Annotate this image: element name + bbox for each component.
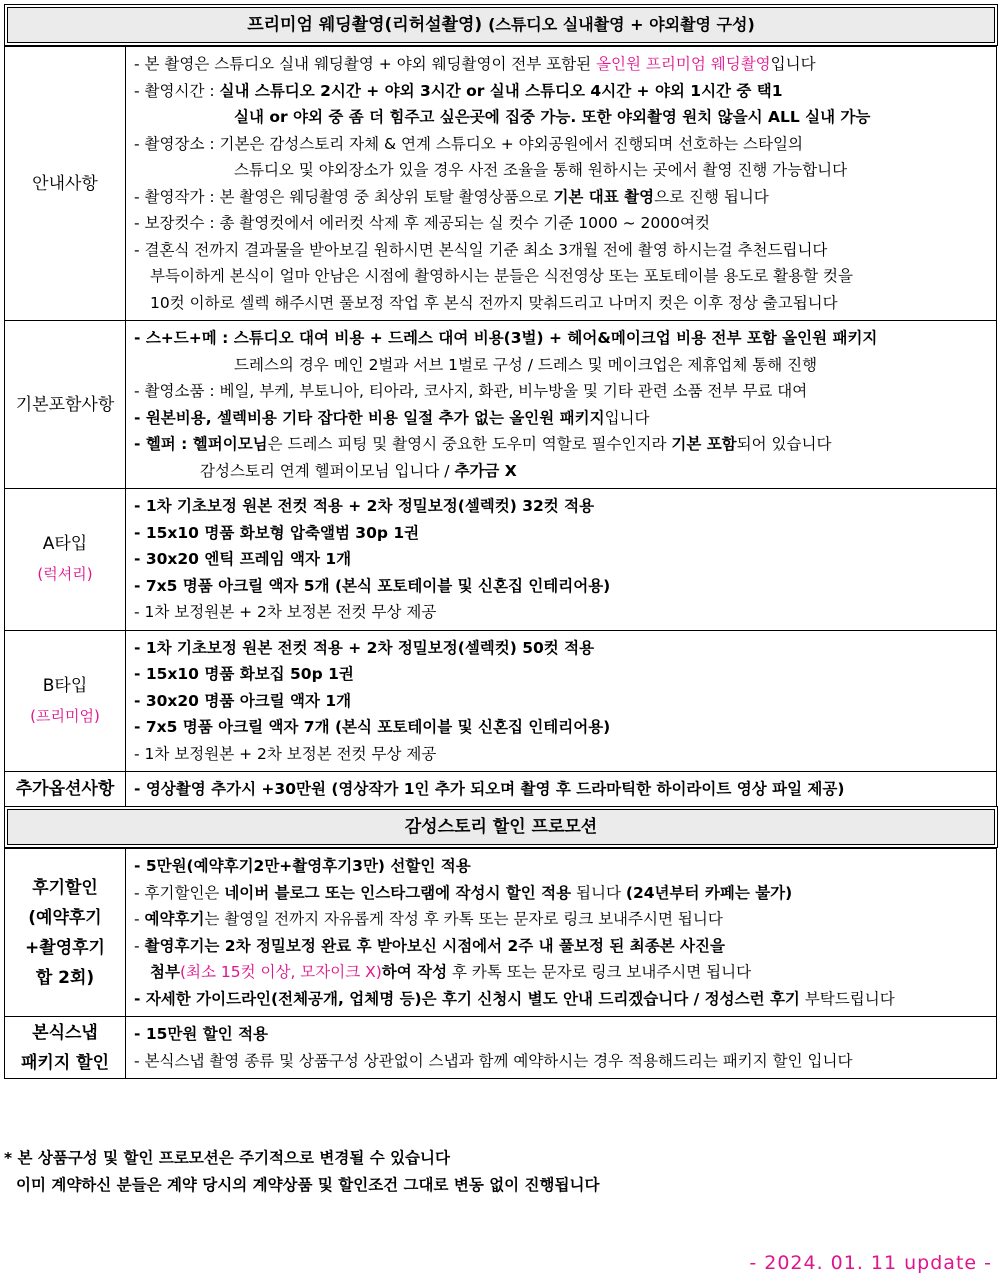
label-option: 추가옵션사항 bbox=[5, 772, 126, 808]
basic-line: - 스+드+메 : 스튜디오 대여 비용 + 드레스 대여 비용(3벌) + 헤어&메이크업 비용 전부 포함 올인원 패키지 bbox=[134, 329, 878, 347]
label-type-b-sub: (프리미엄) bbox=[30, 706, 100, 725]
guide-line: 10컷 이하로 셀렉 해주시면 풀보정 작업 후 본식 전까지 맞춰드리고 나머지 컷은 이후 정상 출고됩니다 bbox=[150, 293, 838, 312]
row-review bbox=[5, 849, 997, 1017]
type-b-line: - 1차 보정원본 + 2차 보정본 전컷 무상 제공 bbox=[134, 744, 437, 763]
type-b-line: - 15x10 명품 화보집 50p 1권 bbox=[134, 665, 354, 683]
basic-line: - 헬퍼 : 헬퍼이모님은 드레스 피팅 및 촬영시 중요한 도우미 역할로 필수인지라 기본 포함되어 있습니다 bbox=[134, 435, 832, 453]
snap-line: - 본식스냅 촬영 종류 및 상품구성 상관없이 스냅과 함께 예약하시는 경우 적용해드리는 패키지 할인 입니다 bbox=[134, 1051, 853, 1070]
review-line: - 촬영후기는 2차 정밀보정 완료 후 받아보신 시점에서 2주 내 풀보정 된 최종본 사진을 bbox=[134, 936, 725, 955]
review-line: - 자세한 가이드라인(전체공개, 업체명 등)은 후기 신청시 별도 안내 드리겠습니다 / 정성스런 후기 부탁드립니다 bbox=[134, 989, 895, 1008]
type-a-line: - 7x5 명품 아크릴 액자 5개 (본식 포토테이블 및 신혼집 인테리어용) bbox=[134, 576, 611, 595]
row-snap bbox=[5, 1017, 997, 1079]
footer-notice bbox=[4, 1145, 599, 1199]
guide-line: - 촬영작가 : 본 촬영은 웨딩촬영 중 최상위 토탈 촬영상품으로 기본 대표 촬영으로 진행 됩니다 bbox=[134, 187, 769, 206]
guide-line: - 촬영장소 : 기본은 감성스토리 자체 & 연계 스튜디오 + 야외공원에서 진행되며 선호하는 스타일의 bbox=[134, 134, 803, 153]
title-promotion: 감성스토리 할인 프로모션 bbox=[404, 817, 598, 837]
section-title-premium bbox=[4, 4, 998, 46]
basic-line: - 촬영소품 : 베일, 부케, 부토니아, 티아라, 코사지, 화관, 비누방울 및 기타 관련 소품 전부 무료 대여 bbox=[134, 382, 808, 400]
review-line: - 5만원(예약후기2만+촬영후기3만) 선할인 적용 bbox=[134, 857, 471, 875]
product-table bbox=[4, 46, 997, 808]
guide-line: - 결혼식 전까지 결과물을 받아보길 원하시면 본식일 기준 최소 3개월 전에 촬영 하시는걸 추천드립니다 bbox=[134, 240, 828, 259]
label-review: 후기할인 (예약후기 +촬영후기 합 2회) bbox=[5, 849, 126, 1017]
row-type-b bbox=[5, 630, 997, 772]
basic-line: 감성스토리 연계 헬퍼이모님 입니다 / 추가금 X bbox=[200, 461, 517, 480]
guide-line: 스튜디오 및 야외장소가 있을 경우 사전 조율을 통해 원하시는 곳에서 촬영 진행 가능합니다 bbox=[234, 161, 848, 179]
review-line: 첨부(최소 15컷 이상, 모자이크 X)하여 작성 후 카톡 또는 문자로 링크 보내주시면 됩니다 bbox=[150, 963, 752, 981]
guide-line: - 촬영시간 : 실내 스튜디오 2시간 + 야외 3시간 or 실내 스튜디오 4시간 + 야외 1시간 중 택1 bbox=[134, 81, 783, 100]
footer-line-1: * 본 상품구성 및 할인 프로모션은 주기적으로 변경될 수 있습니다 bbox=[4, 1149, 450, 1167]
label-type-b: B타입 (프리미엄) bbox=[5, 630, 126, 772]
basic-line: 드레스의 경우 메인 2벌과 서브 1벌로 구성 / 드레스 및 메이크업은 제휴업체 통해 진행 bbox=[234, 355, 818, 374]
type-a-line: - 30x20 엔틱 프레임 액자 1개 bbox=[134, 550, 352, 568]
type-a-line: - 1차 기초보정 원본 전컷 적용 + 2차 정밀보정(셀렉컷) 32컷 적용 bbox=[134, 497, 595, 515]
label-type-a: A타입 (럭셔리) bbox=[5, 489, 126, 631]
update-date: - 2024. 01. 11 update - bbox=[749, 1252, 992, 1274]
type-b-line: - 7x5 명품 아크릴 액자 7개 (본식 포토테이블 및 신혼집 인테리어용) bbox=[134, 718, 611, 736]
label-guide: 안내사항 bbox=[5, 47, 126, 321]
review-line: - 후기할인은 네이버 블로그 또는 인스타그램에 작성시 할인 적용 됩니다 (24년부터 카페는 불가) bbox=[134, 883, 793, 902]
label-type-a-sub: (럭셔리) bbox=[37, 565, 93, 584]
title-main: 프리미엄 웨딩촬영(리허설촬영) bbox=[247, 15, 483, 35]
type-a-line: - 1차 보정원본 + 2차 보정본 전컷 무상 제공 bbox=[134, 603, 437, 621]
row-type-a bbox=[5, 489, 997, 631]
label-basic: 기본포함사항 bbox=[5, 321, 126, 489]
snap-line: - 15만원 할인 적용 bbox=[134, 1025, 269, 1043]
option-line: - 영상촬영 추가시 +30만원 (영상작가 1인 추가 되오며 촬영 후 드라마틱한 하이라이트 영상 파일 제공) bbox=[134, 780, 845, 798]
label-snap: 본식스냅 패키지 할인 bbox=[5, 1017, 126, 1079]
guide-line: 실내 or 야외 중 좀 더 힘주고 싶은곳에 집중 가능. 또한 야외촬영 원치 않을시 ALL 실내 가능 bbox=[234, 108, 871, 126]
type-b-line: - 1차 기초보정 원본 전컷 적용 + 2차 정밀보정(셀렉컷) 50컷 적용 bbox=[134, 638, 595, 657]
promotion-table bbox=[4, 848, 997, 1079]
section-title-promotion bbox=[4, 806, 998, 848]
footer-line-2: 이미 계약하신 분들은 계약 당시의 계약상품 및 할인조건 그대로 변동 없이 진행됩니다 bbox=[16, 1176, 600, 1194]
row-option bbox=[5, 772, 997, 808]
type-a-line: - 15x10 명품 화보형 압축앨범 30p 1권 bbox=[134, 523, 420, 542]
title-sub: (스튜디오 실내촬영 + 야외촬영 구성) bbox=[488, 15, 755, 34]
row-guide bbox=[5, 47, 997, 321]
basic-line: - 원본비용, 셀렉비용 기타 잡다한 비용 일절 추가 없는 올인원 패키지입니다 bbox=[134, 408, 650, 427]
type-b-line: - 30x20 명품 아크릴 액자 1개 bbox=[134, 691, 352, 710]
guide-line: 부득이하게 본식이 얼마 안남은 시점에 촬영하시는 분들은 식전영상 또는 포토테이블 용도로 활용할 컷을 bbox=[150, 267, 853, 285]
review-line: - 예약후기는 촬영일 전까지 자유롭게 작성 후 카톡 또는 문자로 링크 보내주시면 됩니다 bbox=[134, 910, 723, 928]
guide-line: - 보장컷수 : 총 촬영컷에서 에러컷 삭제 후 제공되는 실 컷수 기준 1000 ~ 2000여컷 bbox=[134, 214, 710, 232]
row-basic bbox=[5, 321, 997, 489]
guide-line: - 본 촬영은 스튜디오 실내 웨딩촬영 + 야외 웨딩촬영이 전부 포함된 올인원 프리미엄 웨딩촬영입니다 bbox=[134, 55, 816, 73]
